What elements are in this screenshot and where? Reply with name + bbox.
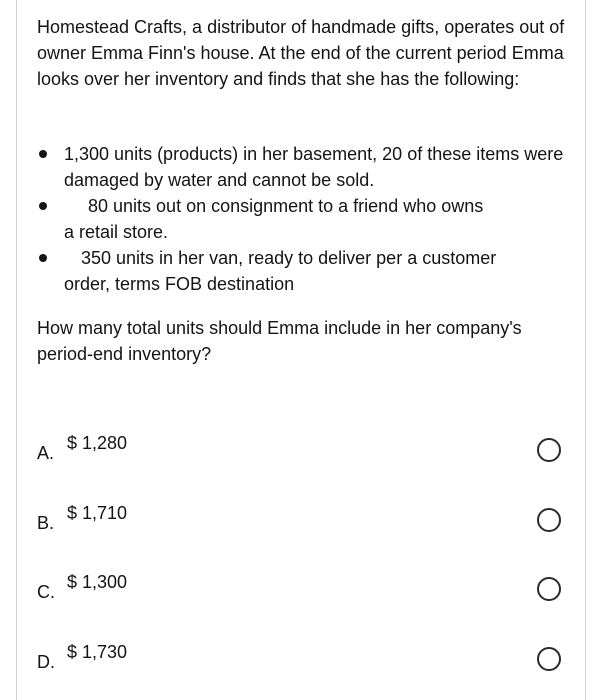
radio-button-c[interactable] <box>537 577 561 601</box>
option-b[interactable] <box>17 502 585 542</box>
bullet-text: 350 units in her van, ready to deliver per a customer <box>81 248 497 268</box>
option-letter: D. <box>37 652 55 672</box>
bullet-dot-icon <box>39 254 47 262</box>
bullet-item-van <box>37 245 577 297</box>
option-a[interactable] <box>17 432 585 472</box>
bullet-text-continuation: order, terms FOB destination <box>64 274 295 294</box>
option-c[interactable] <box>17 571 585 611</box>
bullet-item-consignment <box>37 193 577 245</box>
option-letter: A. <box>37 443 55 463</box>
inventory-bullet-list <box>37 141 577 297</box>
option-value: $ 1,710 <box>67 503 128 523</box>
question-card <box>16 0 586 700</box>
bullet-text: 80 units out on consignment to a friend who owns <box>88 196 484 216</box>
bullet-dot-icon <box>39 150 47 158</box>
option-value: $ 1,300 <box>67 572 128 592</box>
option-value: $ 1,280 <box>67 433 128 453</box>
radio-button-d[interactable] <box>537 647 561 671</box>
bullet-item-basement <box>37 141 577 193</box>
option-letter: C. <box>37 582 55 602</box>
question-prompt: How many total units should Emma include in her company's period-end inventory? <box>37 318 522 364</box>
radio-button-a[interactable] <box>537 438 561 462</box>
bullet-text: 1,300 units (products) in her basement, 20 of these items were damaged by water and cannot be sold. <box>64 144 564 190</box>
bullet-dot-icon <box>39 202 47 210</box>
option-d[interactable] <box>17 641 585 681</box>
option-letter: B. <box>37 513 55 533</box>
question-text: Homestead Crafts, a distributor of handmade gifts, operates out of owner Emma Finn's house. At the end of the current period Emma looks over her inventory and finds that she has the following: <box>37 17 565 89</box>
radio-button-b[interactable] <box>537 508 561 532</box>
bullet-text-continuation: a retail store. <box>64 222 169 242</box>
option-value: $ 1,730 <box>67 642 128 662</box>
